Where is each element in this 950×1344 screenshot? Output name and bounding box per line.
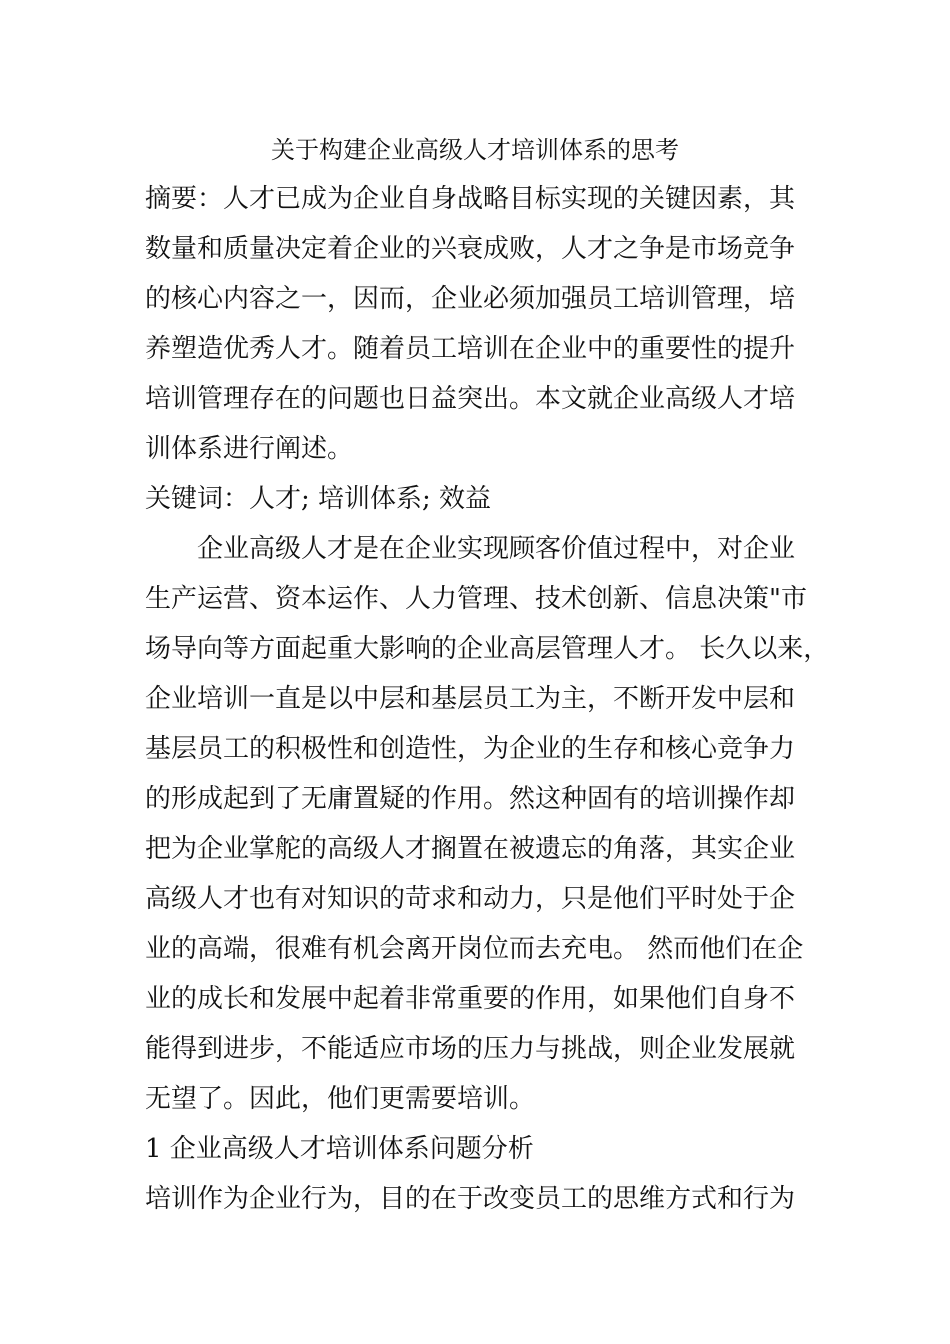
abstract-line: 培训管理存在的问题也日益突出。本文就企业高级人才培	[145, 384, 796, 414]
section-heading: 1 企业高级人才培训体系问题分析	[145, 1134, 534, 1164]
abstract-line: 训体系进行阐述。	[145, 434, 354, 464]
paragraph-line: 高级人才也有对知识的苛求和动力，只是他们平时处于企	[145, 884, 796, 914]
paragraph-line: 把为企业掌舵的高级人才搁置在被遗忘的角落，其实企业	[145, 834, 796, 864]
abstract-line: 养塑造优秀人才。随着员工培训在企业中的重要性的提升	[145, 334, 796, 364]
paragraph-line: 能得到进步，不能适应市场的压力与挑战，则企业发展就	[145, 1034, 796, 1064]
paragraph-line: 企业高级人才是在企业实现顾客价值过程中，对企业	[197, 534, 796, 564]
abstract-line: 数量和质量决定着企业的兴衰成败，人才之争是市场竞争	[145, 234, 796, 264]
paragraph-line: 无望了。因此，他们更需要培训。	[145, 1084, 536, 1114]
paragraph-line: 场导向等方面起重大影响的企业高层管理人才。 长久以来，	[145, 634, 830, 664]
paragraph-line: 培训作为企业行为，目的在于改变员工的思维方式和行为	[145, 1184, 796, 1214]
document-title: 关于构建企业高级人才培训体系的思考	[271, 136, 679, 164]
abstract-line: 的核心内容之一，因而，企业必须加强员工培训管理，培	[145, 284, 796, 314]
paragraph-line: 业的成长和发展中起着非常重要的作用，如果他们自身不	[145, 984, 796, 1014]
paragraph-line: 基层员工的积极性和创造性，为企业的生存和核心竞争力	[145, 734, 796, 764]
keywords-line: 关键词：人才; 培训体系; 效益	[145, 484, 492, 514]
paragraph-line: 生产运营、资本运作、人力管理、技术创新、信息决策"市	[145, 584, 807, 614]
paragraph-line: 企业培训一直是以中层和基层员工为主，不断开发中层和	[145, 684, 796, 714]
paragraph-line: 的形成起到了无庸置疑的作用。然这种固有的培训操作却	[145, 784, 796, 814]
paragraph-line: 业的高端，很难有机会离开岗位而去充电。 然而他们在企	[145, 934, 804, 964]
abstract-line: 摘要：人才已成为企业自身战略目标实现的关键因素，其	[145, 184, 796, 214]
